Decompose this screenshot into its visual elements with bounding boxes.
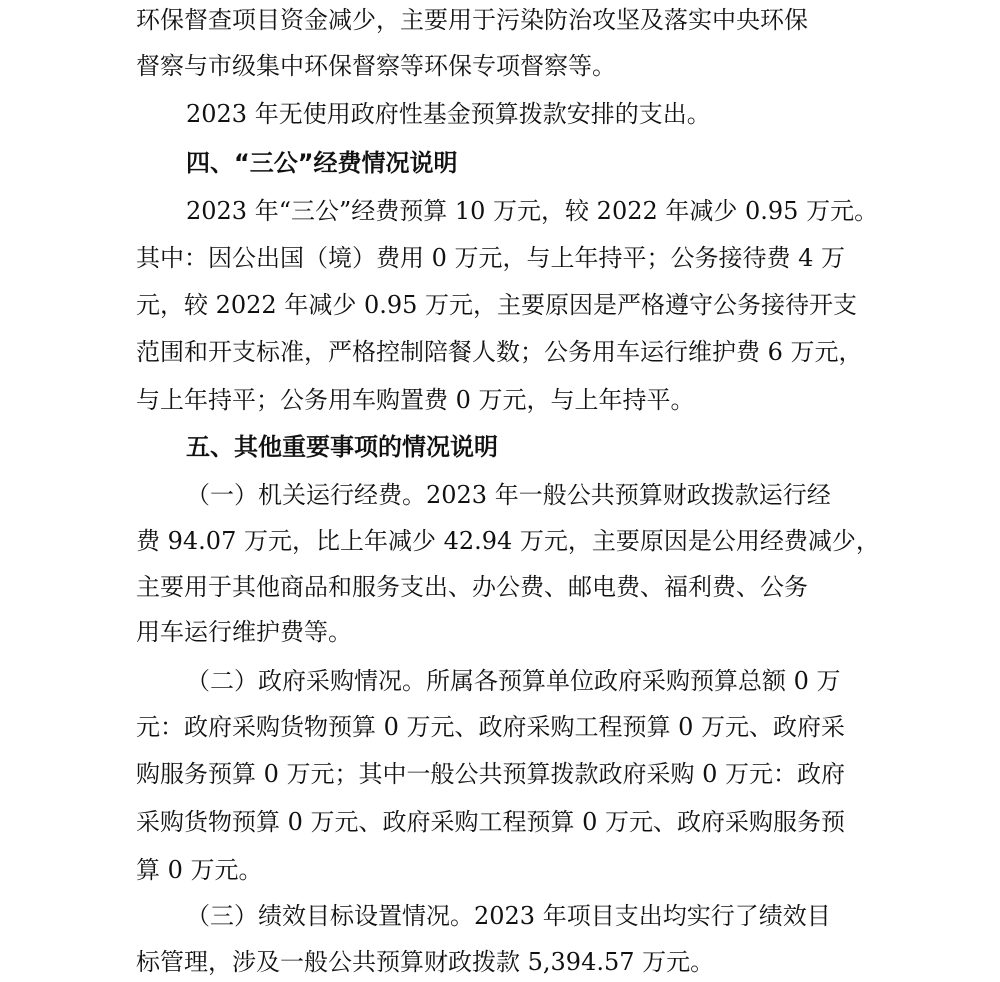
body-line: 标管理，涉及一般公共预算财政拨款 5,394.57 万元。 xyxy=(136,948,715,976)
body-line: 元：政府采购货物预算 0 万元、政府采购工程预算 0 万元、政府采 xyxy=(136,713,846,741)
section-heading-three-public-expenses: 四、“三公”经费情况说明 xyxy=(186,149,458,177)
body-line: （一）机关运行经费。2023 年一般公共预算财政拨款运行经 xyxy=(186,481,831,509)
body-line: 督察与市级集中环保督察等环保专项督察等。 xyxy=(136,52,616,80)
body-line: 算 0 万元。 xyxy=(136,856,263,884)
body-line: 其中：因公出国（境）费用 0 万元，与上年持平；公务接待费 4 万 xyxy=(136,244,846,272)
body-line: 主要用于其他商品和服务支出、办公费、邮电费、福利费、公务 xyxy=(136,573,808,601)
body-line: 采购货物预算 0 万元、政府采购工程预算 0 万元、政府采购服务预 xyxy=(136,808,846,836)
body-line: （二）政府采购情况。所属各预算单位政府采购预算总额 0 万 xyxy=(186,667,841,695)
body-line: 元，较 2022 年减少 0.95 万元，主要原因是严格遵守公务接待开支 xyxy=(136,291,858,319)
body-line: 2023 年“三公”经费预算 10 万元，较 2022 年减少 0.95 万元。 xyxy=(186,197,879,225)
body-line: （三）绩效目标设置情况。2023 年项目支出均实行了绩效目 xyxy=(186,902,831,930)
body-line: 2023 年无使用政府性基金预算拨款安排的支出。 xyxy=(186,100,711,128)
body-line: 环保督查项目资金减少，主要用于污染防治攻坚及落实中央环保 xyxy=(136,6,808,34)
body-line: 与上年持平；公务用车购置费 0 万元，与上年持平。 xyxy=(136,386,695,414)
body-line: 购服务预算 0 万元；其中一般公共预算拨款政府采购 0 万元：政府 xyxy=(136,760,846,788)
body-line: 用车运行维护费等。 xyxy=(136,618,352,646)
body-line: 费 94.07 万元，比上年减少 42.94 万元，主要原因是公用经费减少， xyxy=(136,527,880,555)
section-heading-other-matters: 五、其他重要事项的情况说明 xyxy=(186,433,498,461)
body-line: 范围和开支标准，严格控制陪餐人数；公务用车运行维护费 6 万元， xyxy=(136,338,863,366)
